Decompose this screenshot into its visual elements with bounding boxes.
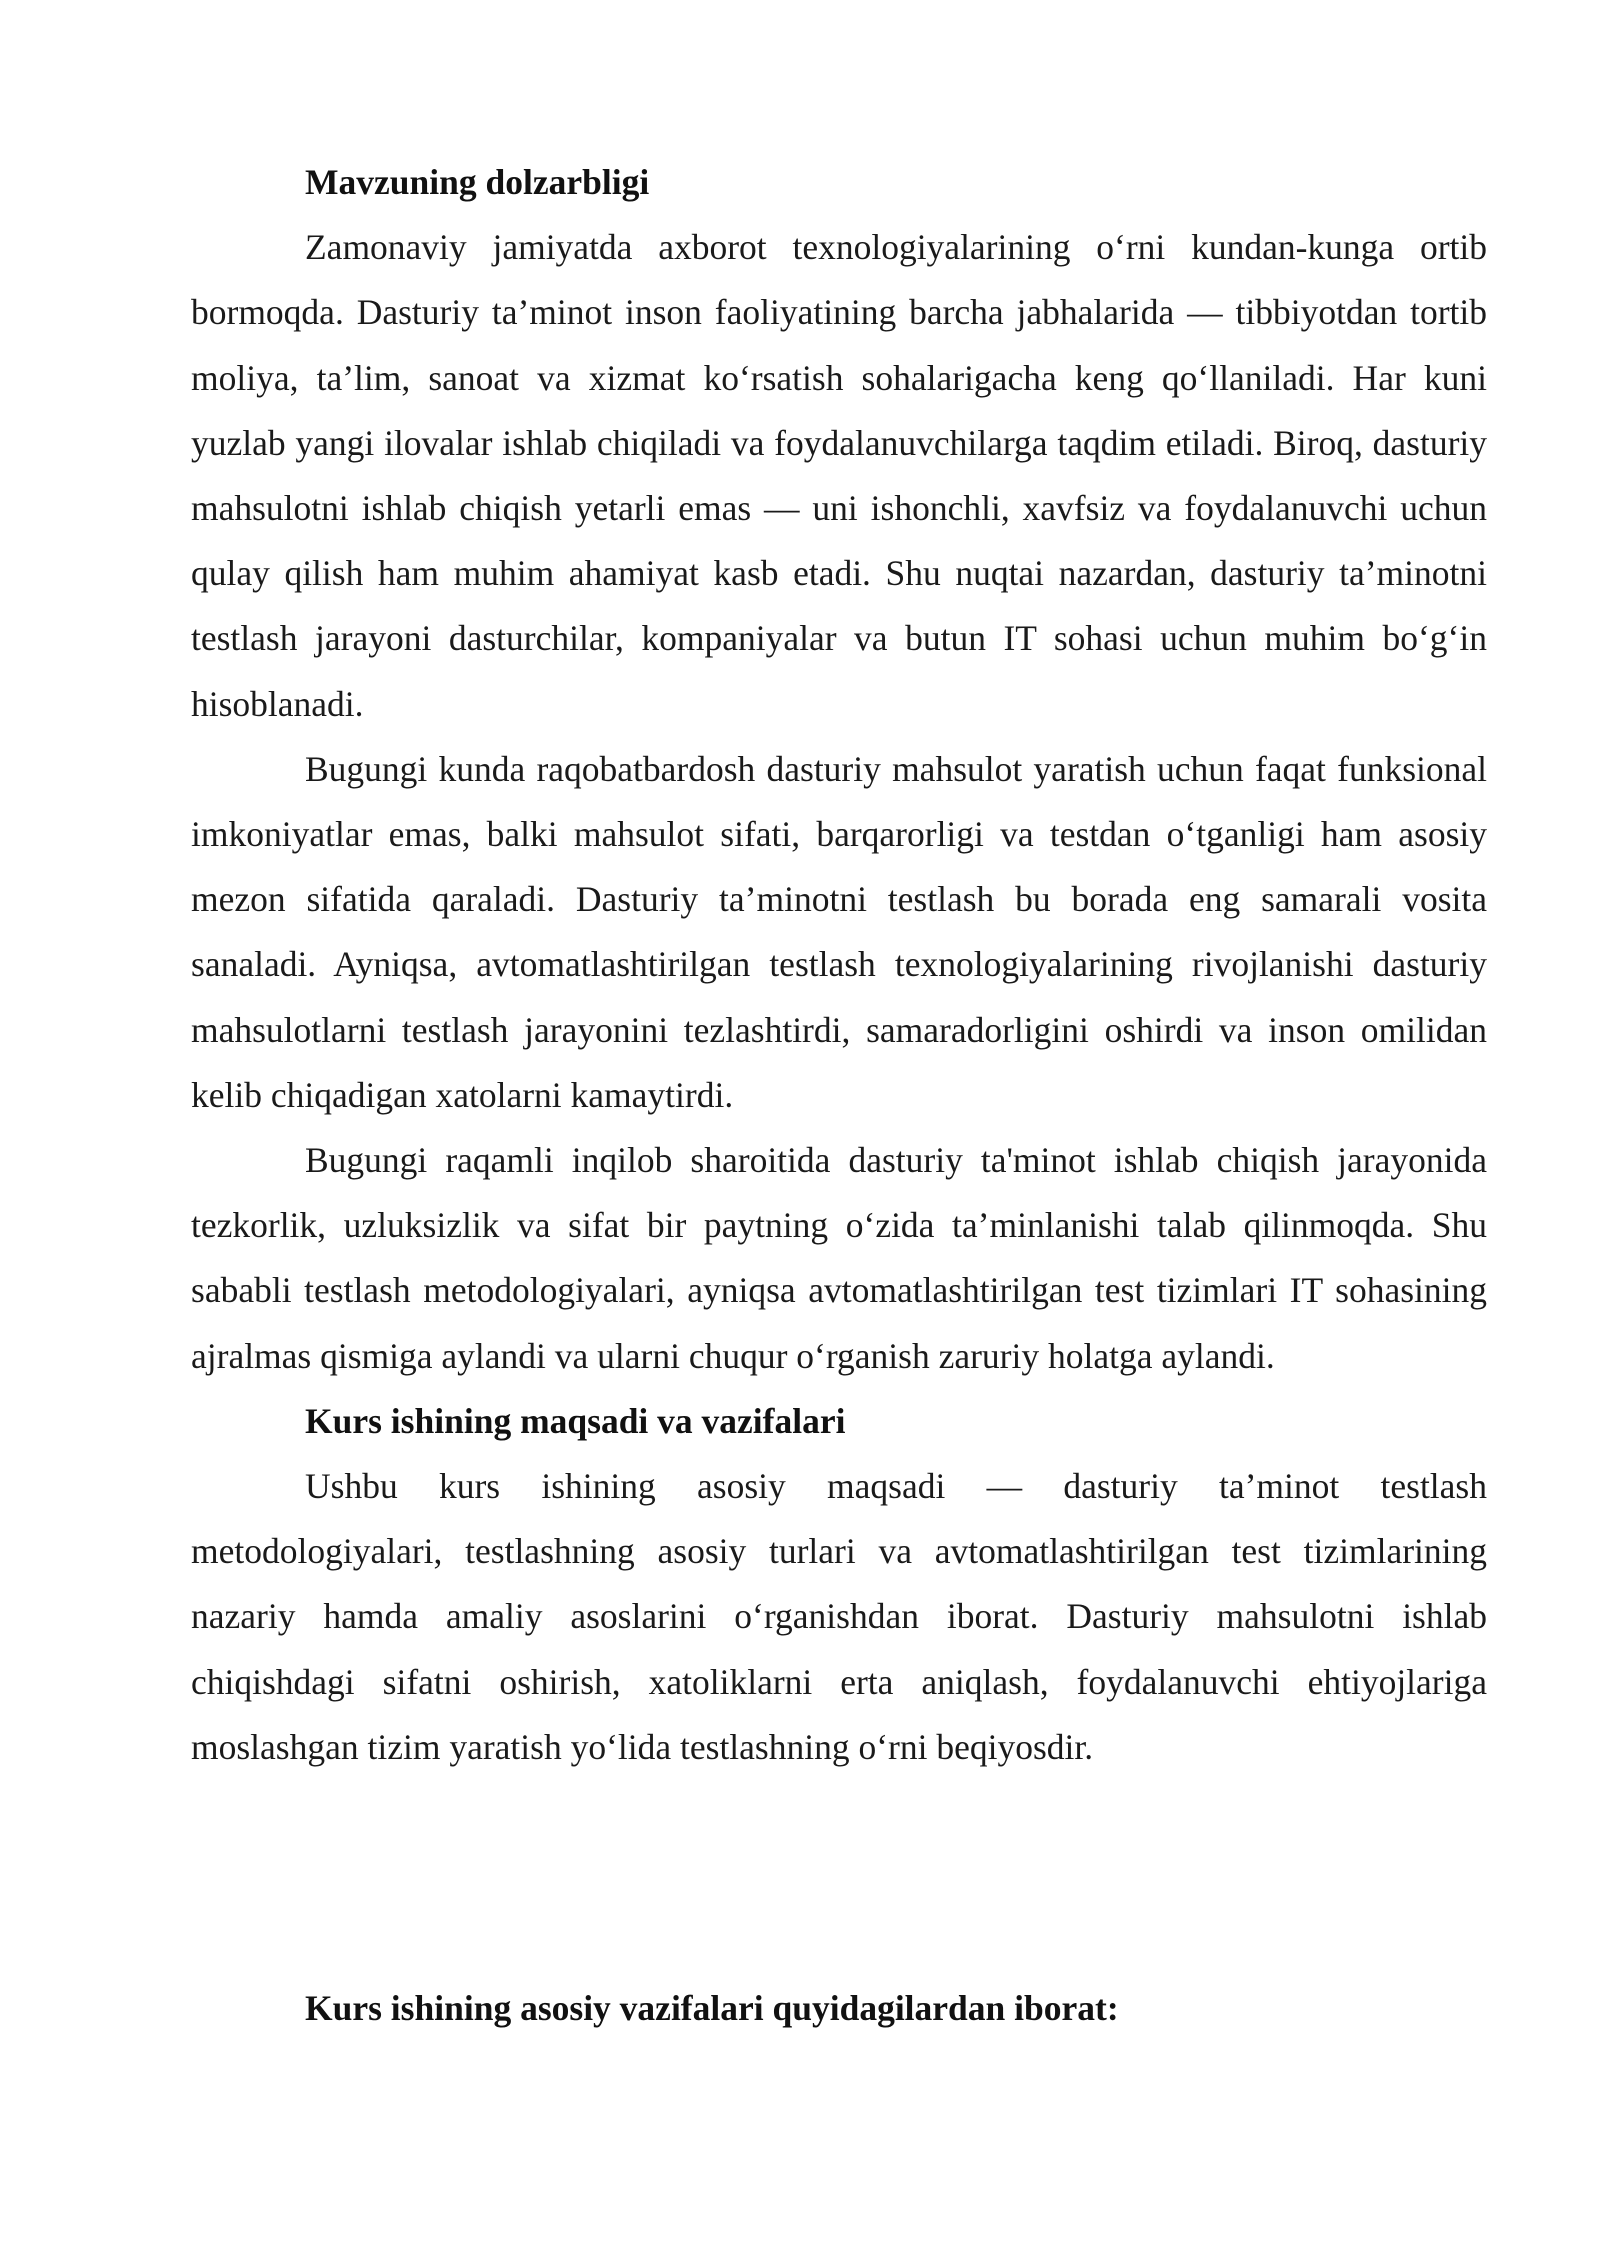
heading-tasks: Kurs ishining asosiy vazifalari quyidagilardan iborat: (305, 1988, 1119, 2029)
paragraph-relevance-3: Bugungi raqamli inqilob sharoitida dasturiy ta'minot ishlab chiqish jarayonida tezkorlik, uzluksizlik va sifat bir paytning o‘zida ta’minlanishi talab qilinmoqda. Shu sababli testlash metodologiyalari, ayniqsa avtomatlashtirilgan test tizimlari IT sohasining ajralmas qismiga aylandi va ularni chuqur o‘rganish zaruriy holatga aylandi. (191, 1140, 1487, 1376)
paragraph-goals-1: Ushbu kurs ishining asosiy maqsadi — dasturiy ta’minot testlash metodologiyalari, testlashning asosiy turlari va avtomatlashtirilgan test tizimlarining nazariy hamda amaliy asoslarini o‘rganishdan iborat. Dasturiy mahsulotni ishlab chiqishdagi sifatni oshirish, xatoliklarni erta aniqlash, foydalanuvchi ehtiyojlariga moslashgan tizim yaratish yo‘lida testlashning o‘rni beqiyosdir. (191, 1466, 1487, 1767)
paragraph-relevance-2: Bugungi kunda raqobatbardosh dasturiy mahsulot yaratish uchun faqat funksional imkoniyatlar emas, balki mahsulot sifati, barqarorligi va testdan o‘tganligi ham asosiy mezon sifatida qaraladi. Dasturiy ta’minotni testlash bu borada eng samarali vosita sanaladi. Ayniqsa, avtomatlashtirilgan testlash texnologiyalarining rivojlanishi dasturiy mahsulotlarni testlash jarayonini tezlashtirdi, samaradorligini oshirdi va inson omilidan kelib chiqadigan xatolarni kamaytirdi. (191, 748, 1487, 1115)
blank-space (191, 1780, 1487, 1976)
document-body (191, 150, 1487, 2041)
heading-goals: Kurs ishining maqsadi va vazifalari (305, 1400, 846, 1441)
paragraph-relevance-1: Zamonaviy jamiyatda axborot texnologiyalarining o‘rni kundan-kunga ortib bormoqda. Dasturiy ta’minot inson faoliyatining barcha jabhalarida — tibbiyotdan tortib moliya, ta’lim, sanoat va xizmat ko‘rsatish sohalarigacha keng qo‘llaniladi. Har kuni yuzlab yangi ilovalar ishlab chiqiladi va foydalanuvchilarga taqdim etiladi. Biroq, dasturiy mahsulotni ishlab chiqish yetarli emas — uni ishonchli, xavfsiz va foydalanuvchi uchun qulay qilish ham muhim ahamiyat kasb etadi. Shu nuqtai nazardan, dasturiy ta’minotni testlash jarayoni dasturchilar, kompaniyalar va butun IT sohasi uchun muhim bo‘g‘in hisoblanadi. (191, 227, 1487, 724)
heading-relevance: Mavzuning dolzarbligi (305, 162, 650, 202)
